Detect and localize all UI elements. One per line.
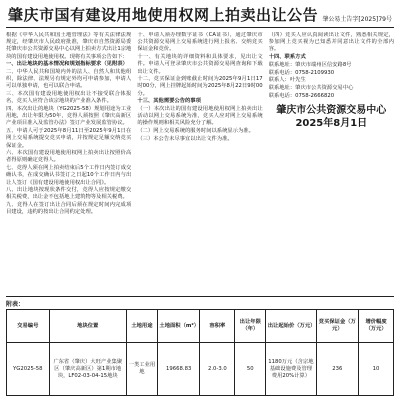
body-column-1 — [6, 32, 131, 294]
table-header-cell: 地块位置 — [49, 310, 126, 343]
table-header-cell: 出让起始价（万元） — [266, 310, 316, 343]
table-cell: 19668.83 — [157, 343, 200, 396]
col3-paragraph: 联系电话：0758-2666820 — [268, 92, 335, 99]
col2-paragraph: （二）网上交易系统的服务时间以系统显示为准。 — [137, 128, 254, 135]
col2-paragraph: （一）本次出让的国有建设用地使用权网上拍卖出让活动以网上交易系统为准，竞买人应对网上交易系统的操作规则和相关风险充分了解。 — [137, 106, 263, 127]
signature-block — [269, 104, 394, 130]
table-header-cell: 容积率 — [200, 310, 235, 343]
issue-date: 2025年8月1日 — [295, 117, 368, 129]
col1-paragraph: 八、出让地块按现状条件交付，竞得人应按规定缴交相关税费，出让金不包括地上建筑物等及相关税费。 — [6, 187, 132, 201]
col3-paragraph: 联系人：叶先生 — [268, 77, 306, 84]
table-cell: 广东省（肇庆）大旺产业集聚区（肇庆高新区）第1期市地块，LF02-03-04-15地块 — [49, 343, 126, 396]
table-cell: 2.0-3.0 — [200, 343, 235, 396]
table-header-row — [7, 310, 394, 343]
col2-paragraph: 十、申请人须办理数字证书（CA证书），通过肇庆市公共资源交易网上交易系统进行网上报名、交纳竞买保证金和竞价。 — [137, 32, 263, 53]
table-header-cell: 土地用途 — [126, 310, 157, 343]
col1-paragraph: 七、竞得人须在网上拍卖结束后5个工作日内签订成交确认书，在成交确认书签订之日起10个工作日内与出让人签订《国有建设用地使用权出让合同》。 — [6, 165, 132, 186]
table-header-cell: 竞买保证金（万元） — [316, 310, 359, 343]
col3-paragraph: 联系电话：0758-2109930 — [268, 69, 335, 76]
table-cell: 一类工业用地 — [126, 343, 157, 396]
col1-paragraph: 四、本次出让的地块（YG2025-58）规划用途为工业用地，出让年限为50年，竞得人须按照《肇庆高新区产业项目准入及监管办法》签订产业发展监管协议。 — [6, 106, 132, 127]
attachment-label: 附表： — [6, 301, 25, 308]
body-column-3 — [269, 32, 394, 294]
table-header-cell: 出让年限（年） — [235, 310, 266, 343]
document-number: 肇公易土告字[2025]79号 — [322, 16, 392, 23]
col3-paragraph: （四）竞买人应认真阅读出让文件，熟悉相关规定，参加网上竞买视为已知悉并同意出让文件的全部内容。 — [268, 32, 394, 53]
table-cell: 1180万元（含宗地基础设施费及管理费用20%计算） — [266, 343, 316, 396]
col1-paragraph: 三、本次国有建设用地使用权出让不接受联合体报名，竞买人应符合该宗地块的产业准入条件。 — [6, 91, 132, 105]
col2-paragraph: 十三、其他需要公告的事项 — [137, 98, 201, 105]
table-header-cell: 交易编号 — [7, 310, 50, 343]
body-column-2 — [137, 32, 262, 294]
col3-paragraph: 十四、联系方式 — [268, 54, 306, 61]
table-cell: 10 — [359, 343, 394, 396]
col1-paragraph: 一、出让地块的基本情况和规划指标要求（见附表） — [6, 61, 128, 68]
col1-paragraph: 根据《中华人民共和国土地管理法》等有关法律法规规定，经肇庆市人民政府批准，肇庆市自然资源局委托肇庆市公共资源交易中心以网上拍卖方式出让1宗地块的国有建设用地使用权。现将有关事项公告如下： — [6, 32, 132, 60]
table-header-cell: 土地面积（m²） — [157, 310, 200, 343]
announcement-body — [6, 32, 394, 294]
col2-paragraph: 十二、竞买保证金到账截止时间为2025年9月1日17时00分，网上挂牌起始时间为2025年8月22日9时00分。 — [137, 76, 263, 97]
col1-paragraph: 五、申请人可于2025年8月11日至2025年9月1日在网上交易系统提交竞买申请，并按规定足额交纳竞买保证金。 — [6, 128, 132, 149]
col2-paragraph: （三）本公告未尽事宜以出让文件为准。 — [137, 135, 233, 142]
announcement-header — [6, 4, 394, 28]
announcement-page — [6, 4, 394, 396]
announcement-title: 肇庆市国有建设用地使用权网上拍卖出让公告 — [8, 6, 319, 24]
col1-paragraph: 二、中华人民共和国境内外的法人、自然人和其他组织，除法律、法规另有规定外均可申请参加，申请人可以单独申请，也可以联合申请。 — [6, 69, 132, 90]
table-cell: YG2025-58 — [7, 343, 50, 396]
col3-paragraph: 联系地址：肇庆市端州区信安路8号 — [268, 61, 352, 68]
table-row — [7, 343, 394, 396]
table-header-cell: 增价幅度（万元） — [359, 310, 394, 343]
table-cell: 50 — [235, 343, 266, 396]
col2-paragraph: 十一、有关地块的详细资料和具体要求，见出让文件。申请人可登录肇庆市公共资源交易网查询和下载出让文件。 — [137, 54, 263, 75]
col1-paragraph: 九、竞得人在签订出让合同后须在规定时间内完成项目建设，违约的按出让合同约定处理。 — [6, 202, 132, 216]
col1-paragraph: 六、本次国有建设用地使用权网上拍卖出让按照价高者得原则确定竞得人。 — [6, 150, 132, 164]
table-cell: 236 — [316, 343, 359, 396]
issuing-organization: 肇庆市公共资源交易中心 — [276, 104, 387, 116]
col3-paragraph: 联系地址：肇庆市公共资源交易中心 — [268, 84, 354, 91]
parcel-table — [6, 309, 394, 396]
divider — [6, 296, 394, 297]
